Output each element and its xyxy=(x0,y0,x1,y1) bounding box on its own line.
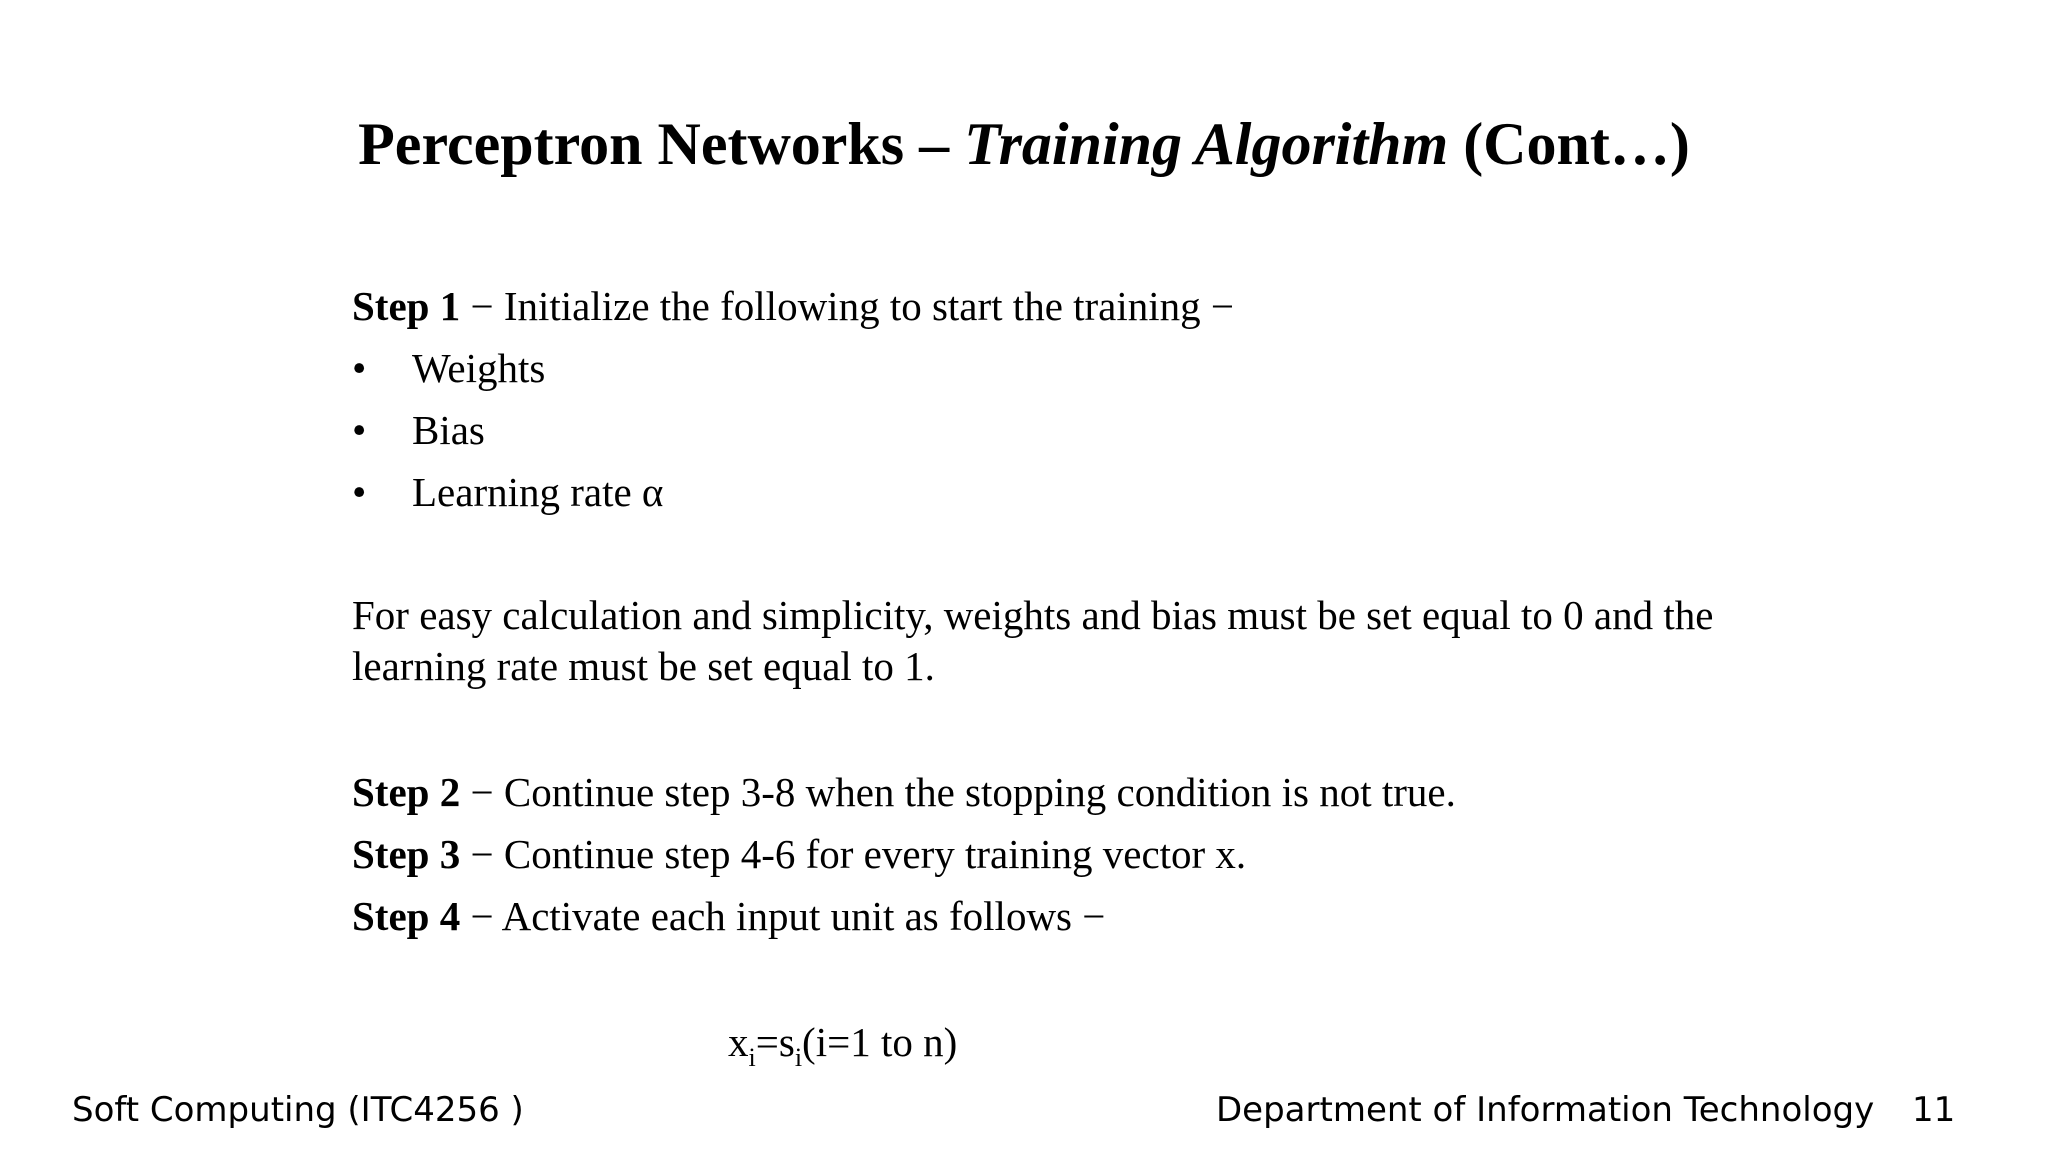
step-1-line xyxy=(352,280,1234,332)
bullet-mark: • xyxy=(352,345,367,391)
bullet-item-weights xyxy=(352,342,1152,394)
bullet-item-bias xyxy=(352,404,1152,456)
formula-lhs-subscript: i xyxy=(748,1043,756,1072)
bullet-item-learning-rate xyxy=(352,466,1152,518)
bullet-text: Learning rate α xyxy=(412,469,664,515)
footer-department: Department of Information Technology xyxy=(1216,1090,1875,1130)
step-2-text: − Continue step 3-8 when the stopping condition is not true. xyxy=(460,769,1456,815)
bullet-mark: • xyxy=(352,407,367,453)
step-3-label: Step 3 xyxy=(352,831,461,877)
bullet-text: Weights xyxy=(412,345,546,391)
step-3-text: − Continue step 4-6 for every training vector x. xyxy=(460,831,1247,877)
title-part-3: (Cont…) xyxy=(1448,111,1690,177)
step-4-label: Step 4 xyxy=(352,893,461,939)
title-part-1: Perceptron Networks – xyxy=(358,111,965,177)
slide-title xyxy=(0,104,2048,184)
formula-lhs: x xyxy=(728,1019,749,1065)
step-3-line xyxy=(352,828,1246,880)
title-part-2: Training Algorithm xyxy=(964,111,1449,177)
step-2-label: Step 2 xyxy=(352,769,461,815)
footer-page-number: 11 xyxy=(1912,1090,1956,1130)
formula-rhs-subscript: i xyxy=(794,1043,803,1072)
footer-course: Soft Computing (ITC4256 ) xyxy=(72,1090,524,1130)
step-4-text: − Activate each input unit as follows − xyxy=(460,893,1106,939)
formula-equals-s: =s xyxy=(755,1019,795,1065)
step-4-line xyxy=(352,890,1105,942)
formula-range: (i=1 to n) xyxy=(802,1019,958,1065)
activation-formula xyxy=(728,1016,958,1072)
step-1-label: Step 1 xyxy=(352,283,461,329)
step-2-line xyxy=(352,766,1456,818)
step-1-text: − Initialize the following to start the training − xyxy=(460,283,1235,329)
bullet-mark: • xyxy=(352,469,367,515)
initialization-note: For easy calculation and simplicity, weights and bias must be set equal to 0 and the learning rate must be set equal to 1. xyxy=(352,592,1714,689)
bullet-text: Bias xyxy=(412,407,485,453)
